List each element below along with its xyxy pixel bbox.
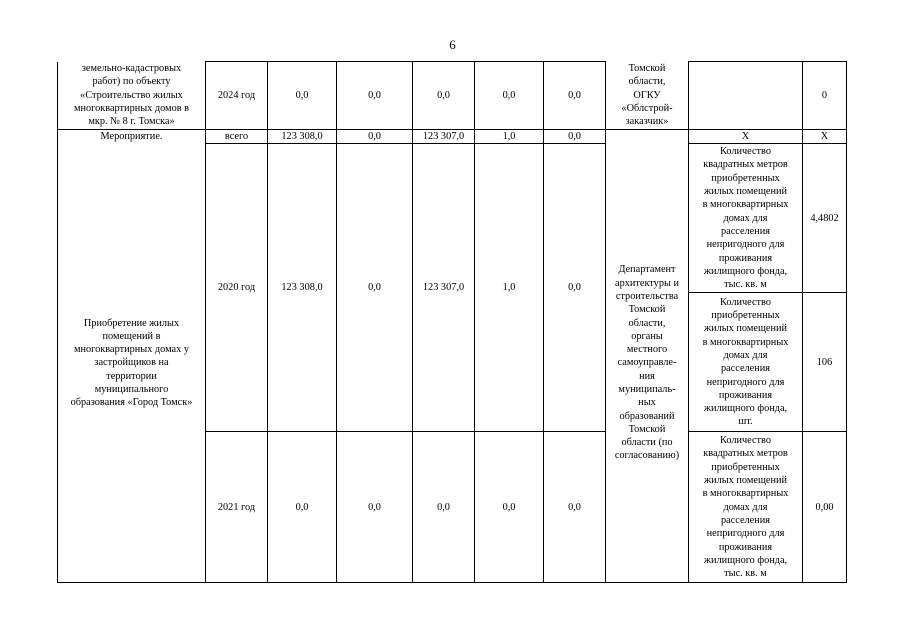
amount-federal: 0,0 [337,62,413,130]
indicator-name [689,62,803,130]
indicator-value: 4,4802 [803,144,847,293]
year-cell: 2020 год [206,144,268,432]
executor-continued: Томской области, ОГКУ «Облстрой- заказчик» [606,62,689,130]
table-row-previous-measure-2024 [58,62,847,130]
measure-name-continued: земельно-кадастровых работ) по объекту «Строительство жилых многоквартирных домов в мкр. № 8 г. Томска» [58,62,206,130]
amount-total: 0,0 [268,62,337,130]
amount-federal: 0,0 [337,432,413,583]
year-cell: 2024 год [206,62,268,130]
program-table [57,61,847,583]
amount-regional: 123 307,0 [413,130,475,144]
measure-label: Мероприятие. [58,130,206,144]
amount-federal: 0,0 [337,130,413,144]
table-row-2020-a [58,144,847,293]
indicator-value: 0 [803,62,847,130]
amount-total: 0,0 [268,432,337,583]
amount-local: 0,0 [475,62,544,130]
amount-other: 0,0 [544,62,606,130]
amount-regional: 0,0 [413,62,475,130]
indicator-value: Х [803,130,847,144]
amount-local: 0,0 [475,432,544,583]
amount-total: 123 308,0 [268,130,337,144]
amount-other: 0,0 [544,130,606,144]
amount-regional: 0,0 [413,432,475,583]
indicator-name: Количество квадратных метров приобретенных жилых помещений в многоквартирных домах для расселения непригодного для проживания жилищного фонда, тыс. кв. м [689,144,803,293]
year-cell: всего [206,130,268,144]
amount-federal: 0,0 [337,144,413,432]
indicator-name: Количество квадратных метров приобретенных жилых помещений в многоквартирных домах для расселения непригодного для проживания жилищного фонда, тыс. кв. м [689,432,803,583]
executor-cell-empty [606,130,689,144]
measure-name: Приобретение жилых помещений в многоквартирных домах у застройщиков на территории муниципального образования «Город Томск» [58,144,206,583]
amount-local: 1,0 [475,130,544,144]
table-row-measure-total [58,130,847,144]
year-cell: 2021 год [206,432,268,583]
amount-regional: 123 307,0 [413,144,475,432]
indicator-value: 0,00 [803,432,847,583]
executor: Департамент архитектуры и строительства Томской области, органы местного самоуправле- ния муниципаль- ных образований Томской области (по согласованию) [606,144,689,583]
amount-total: 123 308,0 [268,144,337,432]
amount-local: 1,0 [475,144,544,432]
page-number: 6 [449,37,456,52]
amount-other: 0,0 [544,144,606,432]
indicator-name: Х [689,130,803,144]
indicator-value: 106 [803,293,847,432]
amount-other: 0,0 [544,432,606,583]
indicator-name: Количество приобретенных жилых помещений в многоквартирных домах для расселения непригодного для проживания жилищного фонда, шт. [689,293,803,432]
